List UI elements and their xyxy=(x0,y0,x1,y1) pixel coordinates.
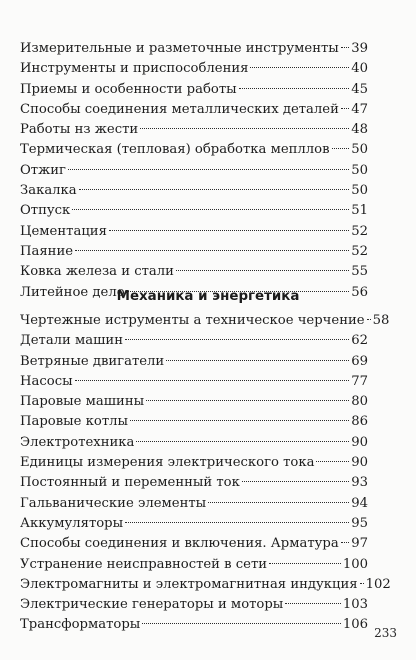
toc-section-metalwork xyxy=(20,39,368,303)
dot-leader xyxy=(341,542,350,543)
toc-entry-title: Устранение неисправностей в сети xyxy=(20,555,268,575)
toc-entry-title: Литейное дело xyxy=(20,283,126,303)
toc-entry-page: 48 xyxy=(351,122,368,138)
toc-entry-title: Приемы и особенности работы xyxy=(20,80,238,100)
toc-entry-title: Измерительные и разметочные инструменты xyxy=(20,39,340,59)
toc-entry xyxy=(20,120,368,140)
toc-entry-title: Способы соединения металлических деталей xyxy=(20,100,340,120)
toc-entry xyxy=(20,352,368,372)
toc-entry-page: 80 xyxy=(351,394,368,410)
toc-entry-page: 93 xyxy=(351,475,368,491)
dot-leader xyxy=(72,209,349,210)
toc-entry xyxy=(20,140,368,160)
toc-entry xyxy=(20,80,368,100)
dot-leader xyxy=(109,230,349,231)
toc-entry xyxy=(20,201,368,221)
toc-entry-title: Чертежные иструменты а техническое черчение xyxy=(20,311,366,331)
toc-entry-title: Ковка железа и стали xyxy=(20,262,175,282)
toc-entry xyxy=(20,615,368,635)
dot-leader xyxy=(146,400,349,401)
toc-entry-title: Паровые котлы xyxy=(20,412,129,432)
dot-leader xyxy=(285,603,341,604)
toc-entry-title: Аккумуляторы xyxy=(20,514,124,534)
toc-entry-page: 106 xyxy=(342,617,368,633)
dot-leader xyxy=(332,148,350,149)
toc-entry-page: 58 xyxy=(372,313,390,328)
toc-entry xyxy=(20,473,368,493)
dot-leader xyxy=(130,420,349,421)
dot-leader xyxy=(140,128,349,129)
toc-entry-title: Трансформаторы xyxy=(20,615,141,635)
toc-entry xyxy=(20,372,368,392)
toc-entry xyxy=(20,161,368,181)
toc-entry-title: Инструменты и приспособления xyxy=(20,59,249,79)
toc-entry-title: Паровые машины xyxy=(20,392,145,412)
toc-entry-title: Гальванические элементы xyxy=(20,494,207,514)
toc-entry-page: 103 xyxy=(342,597,368,613)
dot-leader xyxy=(166,360,349,361)
toc-entry-page: 56 xyxy=(351,284,368,300)
toc-entry-page: 95 xyxy=(351,515,368,531)
toc-entry-title: Детали машин xyxy=(20,331,124,351)
dot-leader xyxy=(341,108,349,109)
dot-leader xyxy=(125,522,349,523)
toc-entry-page: 62 xyxy=(351,333,368,349)
toc-entry-page: 86 xyxy=(351,414,368,430)
dot-leader xyxy=(176,270,349,271)
toc-entry xyxy=(20,311,390,331)
toc-entry-title: Способы соединения и включения. Арматура xyxy=(20,534,340,554)
toc-entry-page: 97 xyxy=(351,536,368,552)
toc-entry xyxy=(20,39,368,59)
toc-entry-page: 100 xyxy=(342,556,368,572)
toc-entry-page: 50 xyxy=(351,142,368,158)
toc-entry xyxy=(20,494,368,514)
dot-leader xyxy=(239,88,350,89)
dot-leader xyxy=(75,250,349,251)
dot-leader xyxy=(250,67,349,68)
toc-entry-page: 52 xyxy=(351,223,368,239)
toc-entry xyxy=(20,412,368,432)
page-number: 233 xyxy=(374,626,397,640)
toc-entry xyxy=(20,595,368,615)
toc-entry-page: 55 xyxy=(351,264,368,280)
toc-entry-page: 94 xyxy=(351,495,368,511)
toc-entry xyxy=(20,534,368,554)
dot-leader xyxy=(68,169,349,170)
dot-leader xyxy=(142,623,341,624)
dot-leader xyxy=(316,461,349,462)
dot-leader xyxy=(75,380,350,381)
toc-entry-title: Отпуск xyxy=(20,201,71,221)
toc-entry-page: 50 xyxy=(351,162,368,178)
toc-entry-page: 39 xyxy=(351,41,368,56)
toc-entry-page: 90 xyxy=(351,455,368,471)
dot-leader xyxy=(269,563,341,564)
toc-entry-title: Единицы измерения электрического тока xyxy=(20,453,315,473)
toc-entry xyxy=(20,100,368,120)
toc-entry-title: Отжиг xyxy=(20,161,67,181)
toc-entry-page: 40 xyxy=(351,61,368,77)
toc-entry xyxy=(20,433,368,453)
toc-entry xyxy=(20,181,368,201)
dot-leader xyxy=(208,502,349,503)
dot-leader xyxy=(242,481,349,482)
toc-entry xyxy=(20,331,368,351)
dot-leader xyxy=(341,47,349,48)
toc-entry-title: Электрические генераторы и моторы xyxy=(20,595,284,615)
toc-entry-title: Цементация xyxy=(20,222,108,242)
toc-entry xyxy=(20,453,368,473)
dot-leader xyxy=(125,339,349,340)
toc-entry xyxy=(20,514,368,534)
toc-entry xyxy=(20,392,368,412)
dot-leader xyxy=(367,319,371,320)
toc-entry xyxy=(20,262,368,282)
toc-entry xyxy=(20,59,368,79)
dot-leader xyxy=(360,583,364,584)
toc-entry-title: Термическая (тепловая) обработка мепллов xyxy=(20,140,331,160)
toc-entry xyxy=(20,242,368,262)
toc-entry-page: 52 xyxy=(351,243,368,259)
toc-entry-page: 47 xyxy=(351,101,368,117)
dot-leader xyxy=(136,441,349,442)
toc-entry-title: Насосы xyxy=(20,372,74,392)
section-heading: Механика и энергетика xyxy=(116,289,300,304)
toc-entry-title: Электротехника xyxy=(20,433,135,453)
toc-entry-title: Ветряные двигатели xyxy=(20,352,165,372)
toc-entry xyxy=(20,555,368,575)
toc-entry-page: 102 xyxy=(365,576,391,592)
toc-entry xyxy=(20,575,391,595)
dot-leader xyxy=(79,189,350,190)
toc-entry-page: 90 xyxy=(351,434,368,450)
toc-entry-page: 77 xyxy=(351,373,368,389)
toc-entry-page: 51 xyxy=(351,203,368,219)
toc-entry-title: Закалка xyxy=(20,181,78,201)
toc-entry-title: Работы нз жести xyxy=(20,120,139,140)
toc-entry-page: 69 xyxy=(351,353,368,369)
toc-entry-page: 50 xyxy=(351,183,368,199)
toc-entry-page: 45 xyxy=(351,81,368,97)
toc-entry-title: Постоянный и переменный ток xyxy=(20,473,241,493)
toc-entry xyxy=(20,222,368,242)
toc-entry-title: Паяние xyxy=(20,242,74,262)
toc-entry-title: Электромагниты и электромагнитная индукция xyxy=(20,575,359,595)
